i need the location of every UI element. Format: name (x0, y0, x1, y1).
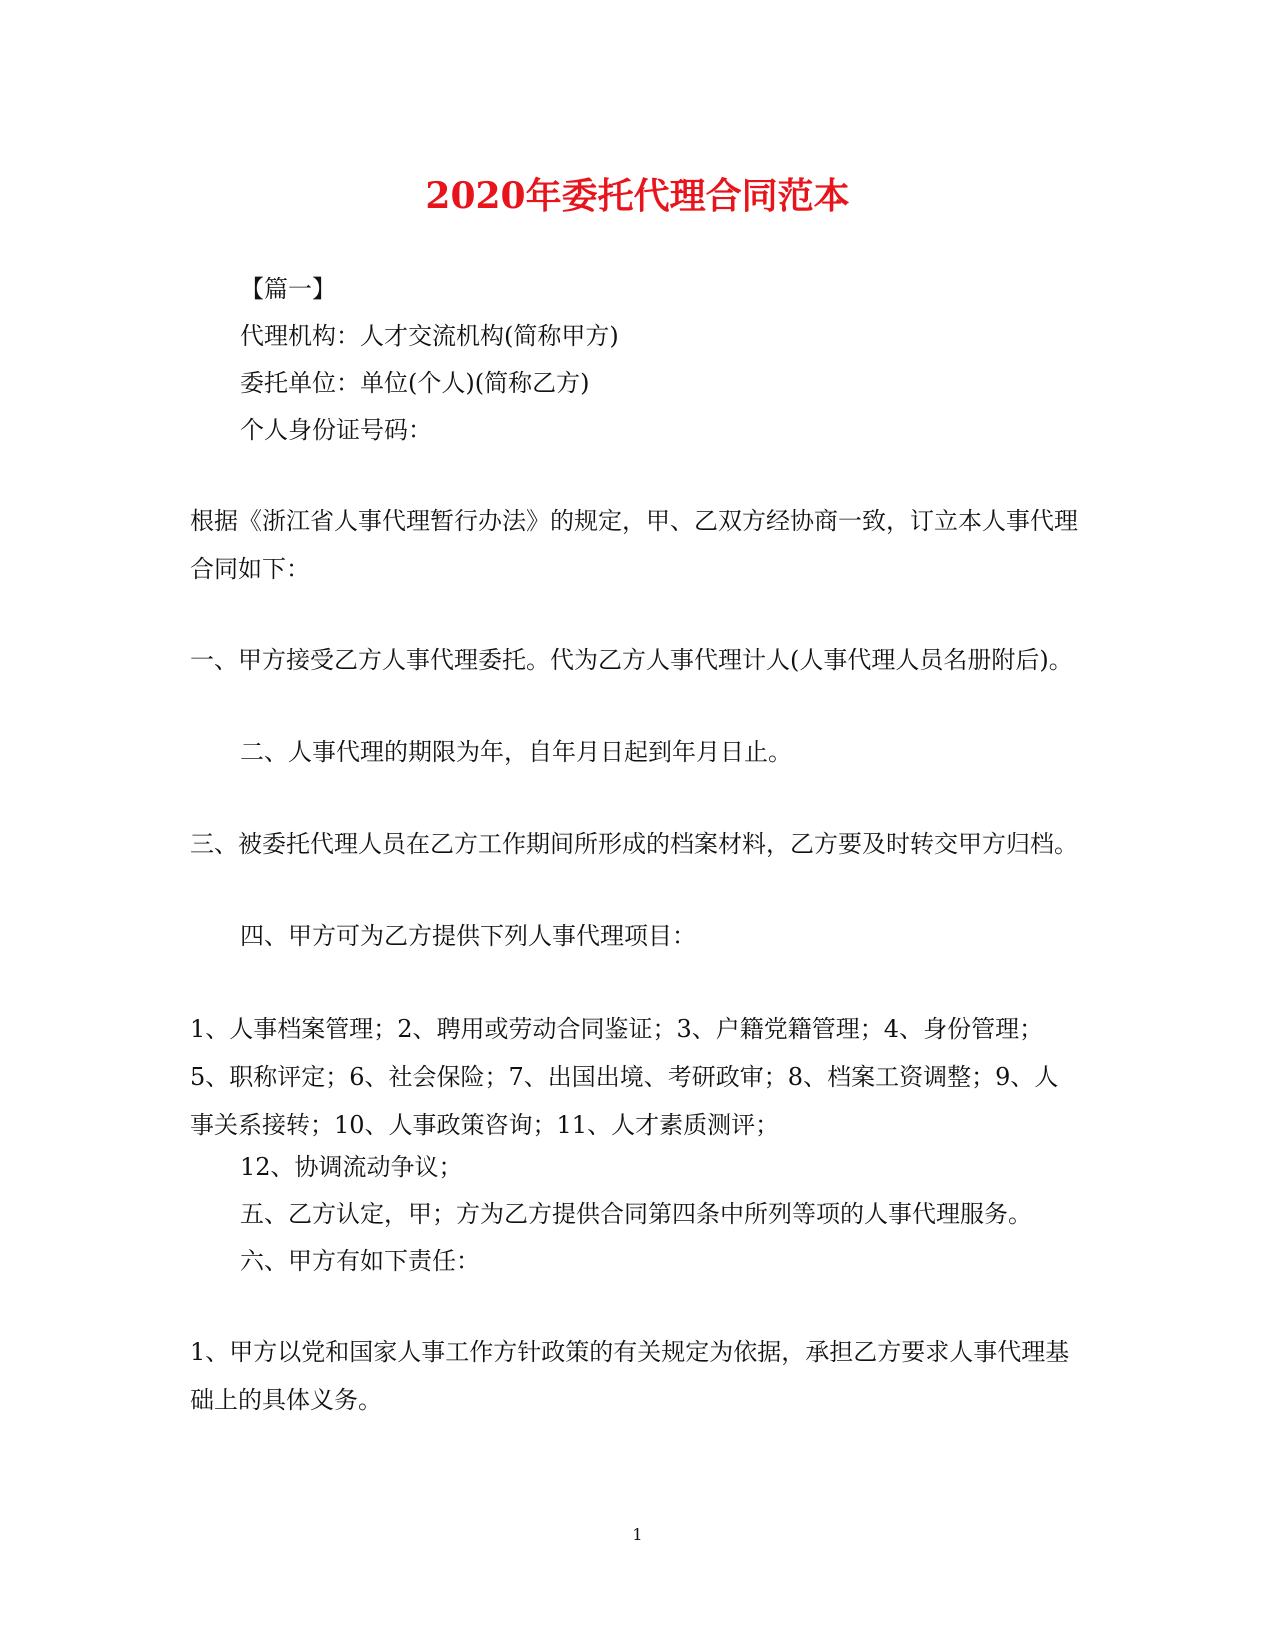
clause-4: 四、甲方可为乙方提供下列人事代理项目： (240, 922, 696, 950)
preamble-paragraph: 根据《浙江省人事代理暂行办法》的规定，甲、乙双方经协商一致，订立本人事代理合同如下： (190, 507, 1078, 583)
document-title: 2020年委托代理合同范本 (425, 175, 850, 217)
service-items-list: 1、人事档案管理；2、聘用或劳动合同鉴证；3、户籍党籍管理；4、身份管理；5、职称评定；6、社会保险；7、出国出境、考研政审；8、档案工资调整；9、人事关系接转；10、人事政策咨询；11、人才素质测评； (190, 1015, 1059, 1139)
agency-line: 代理机构：人才交流机构(简称甲方) (240, 322, 619, 350)
service-item-12: 12、协调流动争议； (240, 1153, 463, 1181)
clause-5: 五、乙方认定，甲；方为乙方提供合同第四条中所列等项的人事代理服务。 (240, 1200, 1032, 1228)
client-line: 委托单位：单位(个人)(简称乙方) (240, 369, 590, 397)
responsibility-1: 1、甲方以党和国家人事工作方针政策的有关规定为依据，承担乙方要求人事代理基础上的具体义务。 (190, 1338, 1070, 1414)
clause-2: 二、人事代理的期限为年，自年月日起到年月日止。 (240, 738, 792, 766)
page-number: 1 (632, 1525, 643, 1544)
section-heading: 【篇一】 (240, 275, 336, 303)
clause-3: 三、被委托代理人员在乙方工作期间所形成的档案材料，乙方要及时转交甲方归档。 (190, 830, 1078, 858)
clause-1: 一、甲方接受乙方人事代理委托。代为乙方人事代理计人(人事代理人员名册附后)。 (190, 646, 1073, 674)
id-number-line: 个人身份证号码： (240, 416, 432, 444)
clause-6: 六、甲方有如下责任： (240, 1247, 480, 1275)
